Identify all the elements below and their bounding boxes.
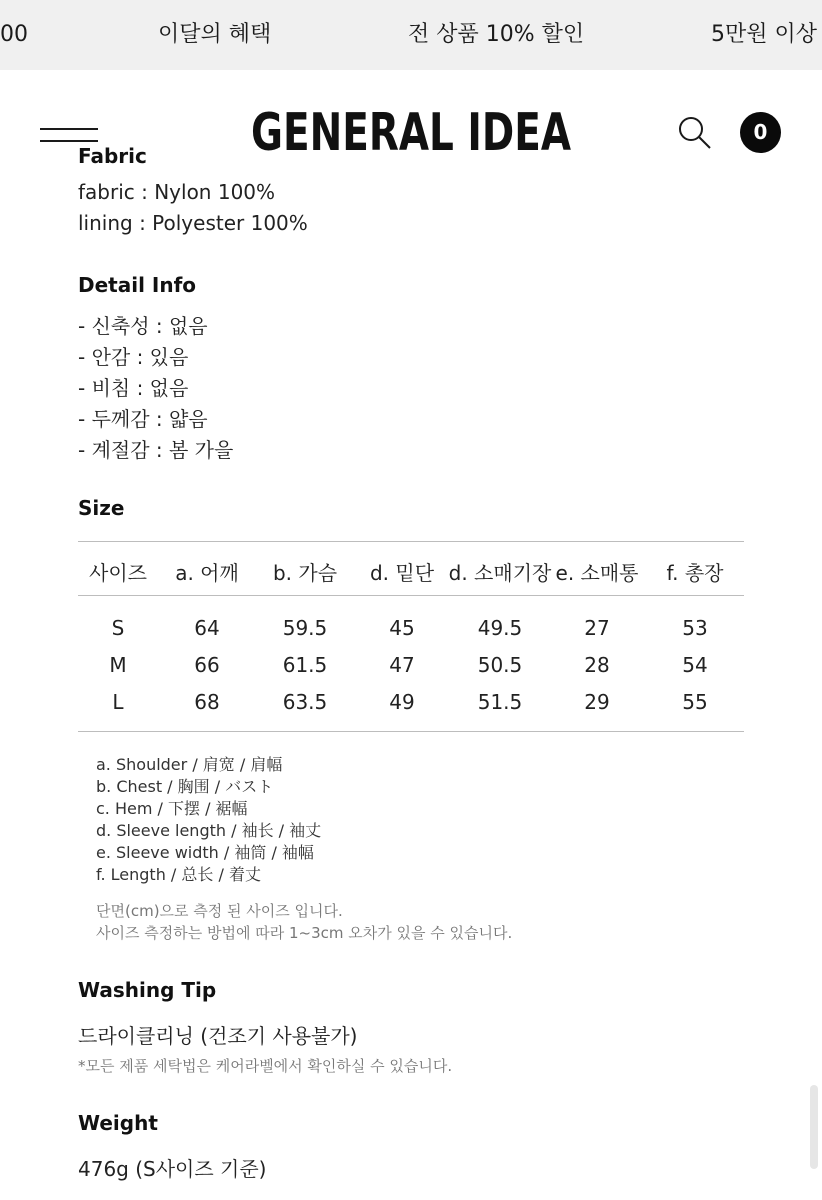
washing-tip-title: Washing Tip xyxy=(78,978,217,1002)
table-cell: M xyxy=(109,653,127,677)
table-cell: 45 xyxy=(389,616,415,640)
table-cell: 63.5 xyxy=(282,690,328,714)
legend-line: f. Length / 总长 / 着丈 xyxy=(96,865,261,884)
legend-line: b. Chest / 胸围 / バスト xyxy=(96,777,274,796)
table-cell: 27 xyxy=(584,616,610,640)
washing-note: *모든 제품 세탁법은 케어라벨에서 확인하실 수 있습니다. xyxy=(78,1057,453,1075)
size-note: 단면(cm)으로 측정 된 사이즈 입니다. xyxy=(96,902,343,920)
promo-item: 5만원 이상 xyxy=(711,22,817,47)
table-cell: S xyxy=(111,616,125,640)
scrollbar[interactable] xyxy=(810,1085,818,1169)
fabric-title: Fabric xyxy=(78,144,147,168)
table-cell: 47 xyxy=(389,653,415,677)
table-cell: 68 xyxy=(194,690,220,714)
table-cell: 49 xyxy=(389,690,415,714)
table-cell: 66 xyxy=(194,653,220,677)
header-cell: a. 어깨 xyxy=(175,561,239,585)
header-cell: d. 소매기장 xyxy=(448,561,552,585)
table-cell: 54 xyxy=(682,653,708,677)
site-header xyxy=(0,70,822,190)
table-cell: 61.5 xyxy=(282,653,328,677)
promo-item: 00 xyxy=(0,22,28,47)
size-note: 사이즈 측정하는 방법에 따라 1~3cm 오차가 있을 수 있습니다. xyxy=(96,924,513,942)
table-cell: 51.5 xyxy=(477,690,523,714)
header-cell: e. 소매통 xyxy=(555,561,639,585)
weight-title: Weight xyxy=(78,1111,158,1135)
table-cell: 50.5 xyxy=(477,653,523,677)
hamburger-menu-icon[interactable] xyxy=(40,128,100,144)
promo-item: 전 상품 10% 할인 xyxy=(408,22,585,47)
header-cell: f. 총장 xyxy=(666,561,724,585)
table-top-rule xyxy=(78,541,744,542)
header-cell: 사이즈 xyxy=(89,561,147,585)
logo[interactable] xyxy=(250,100,572,163)
header-cell: b. 가슴 xyxy=(272,561,338,585)
legend-line: e. Sleeve width / 袖筒 / 袖幅 xyxy=(96,843,314,862)
table-cell: 64 xyxy=(194,616,220,640)
table-cell: 59.5 xyxy=(282,616,328,640)
legend-line: a. Shoulder / 肩宽 / 肩幅 xyxy=(96,755,283,774)
size-title: Size xyxy=(78,496,125,520)
cart-count-badge[interactable]: 0 xyxy=(740,112,781,153)
search-icon[interactable] xyxy=(676,114,712,150)
detail-line: - 계절감 : 봄 가을 xyxy=(78,438,234,462)
promo-bar xyxy=(0,0,822,70)
detail-info-title: Detail Info xyxy=(78,273,197,297)
table-cell: L xyxy=(112,690,124,714)
legend-line: d. Sleeve length / 袖长 / 袖丈 xyxy=(96,821,322,840)
table-cell: 55 xyxy=(682,690,708,714)
lining-line: lining : Polyester 100% xyxy=(78,211,308,235)
detail-line: - 안감 : 있음 xyxy=(78,345,189,369)
table-cell: 28 xyxy=(584,653,610,677)
table-bottom-rule xyxy=(78,731,744,732)
fabric-line: fabric : Nylon 100% xyxy=(78,180,276,204)
weight-text: 476g (S사이즈 기준) xyxy=(78,1157,267,1181)
header-cell: d. 밑단 xyxy=(369,561,435,585)
detail-line: - 신축성 : 없음 xyxy=(78,314,208,338)
table-header-rule xyxy=(78,595,744,596)
promo-item: 이달의 혜택 xyxy=(158,22,272,47)
table-cell: 53 xyxy=(682,616,708,640)
logo-text: GENERAL IDEA xyxy=(251,103,571,163)
table-cell: 49.5 xyxy=(477,616,523,640)
table-cell: 29 xyxy=(584,690,610,714)
detail-line: - 두께감 : 얇음 xyxy=(78,407,208,431)
legend-line: c. Hem / 下摆 / 裾幅 xyxy=(96,799,248,818)
washing-text: 드라이클리닝 (건조기 사용불가) xyxy=(78,1024,358,1048)
detail-line: - 비침 : 없음 xyxy=(78,376,189,400)
